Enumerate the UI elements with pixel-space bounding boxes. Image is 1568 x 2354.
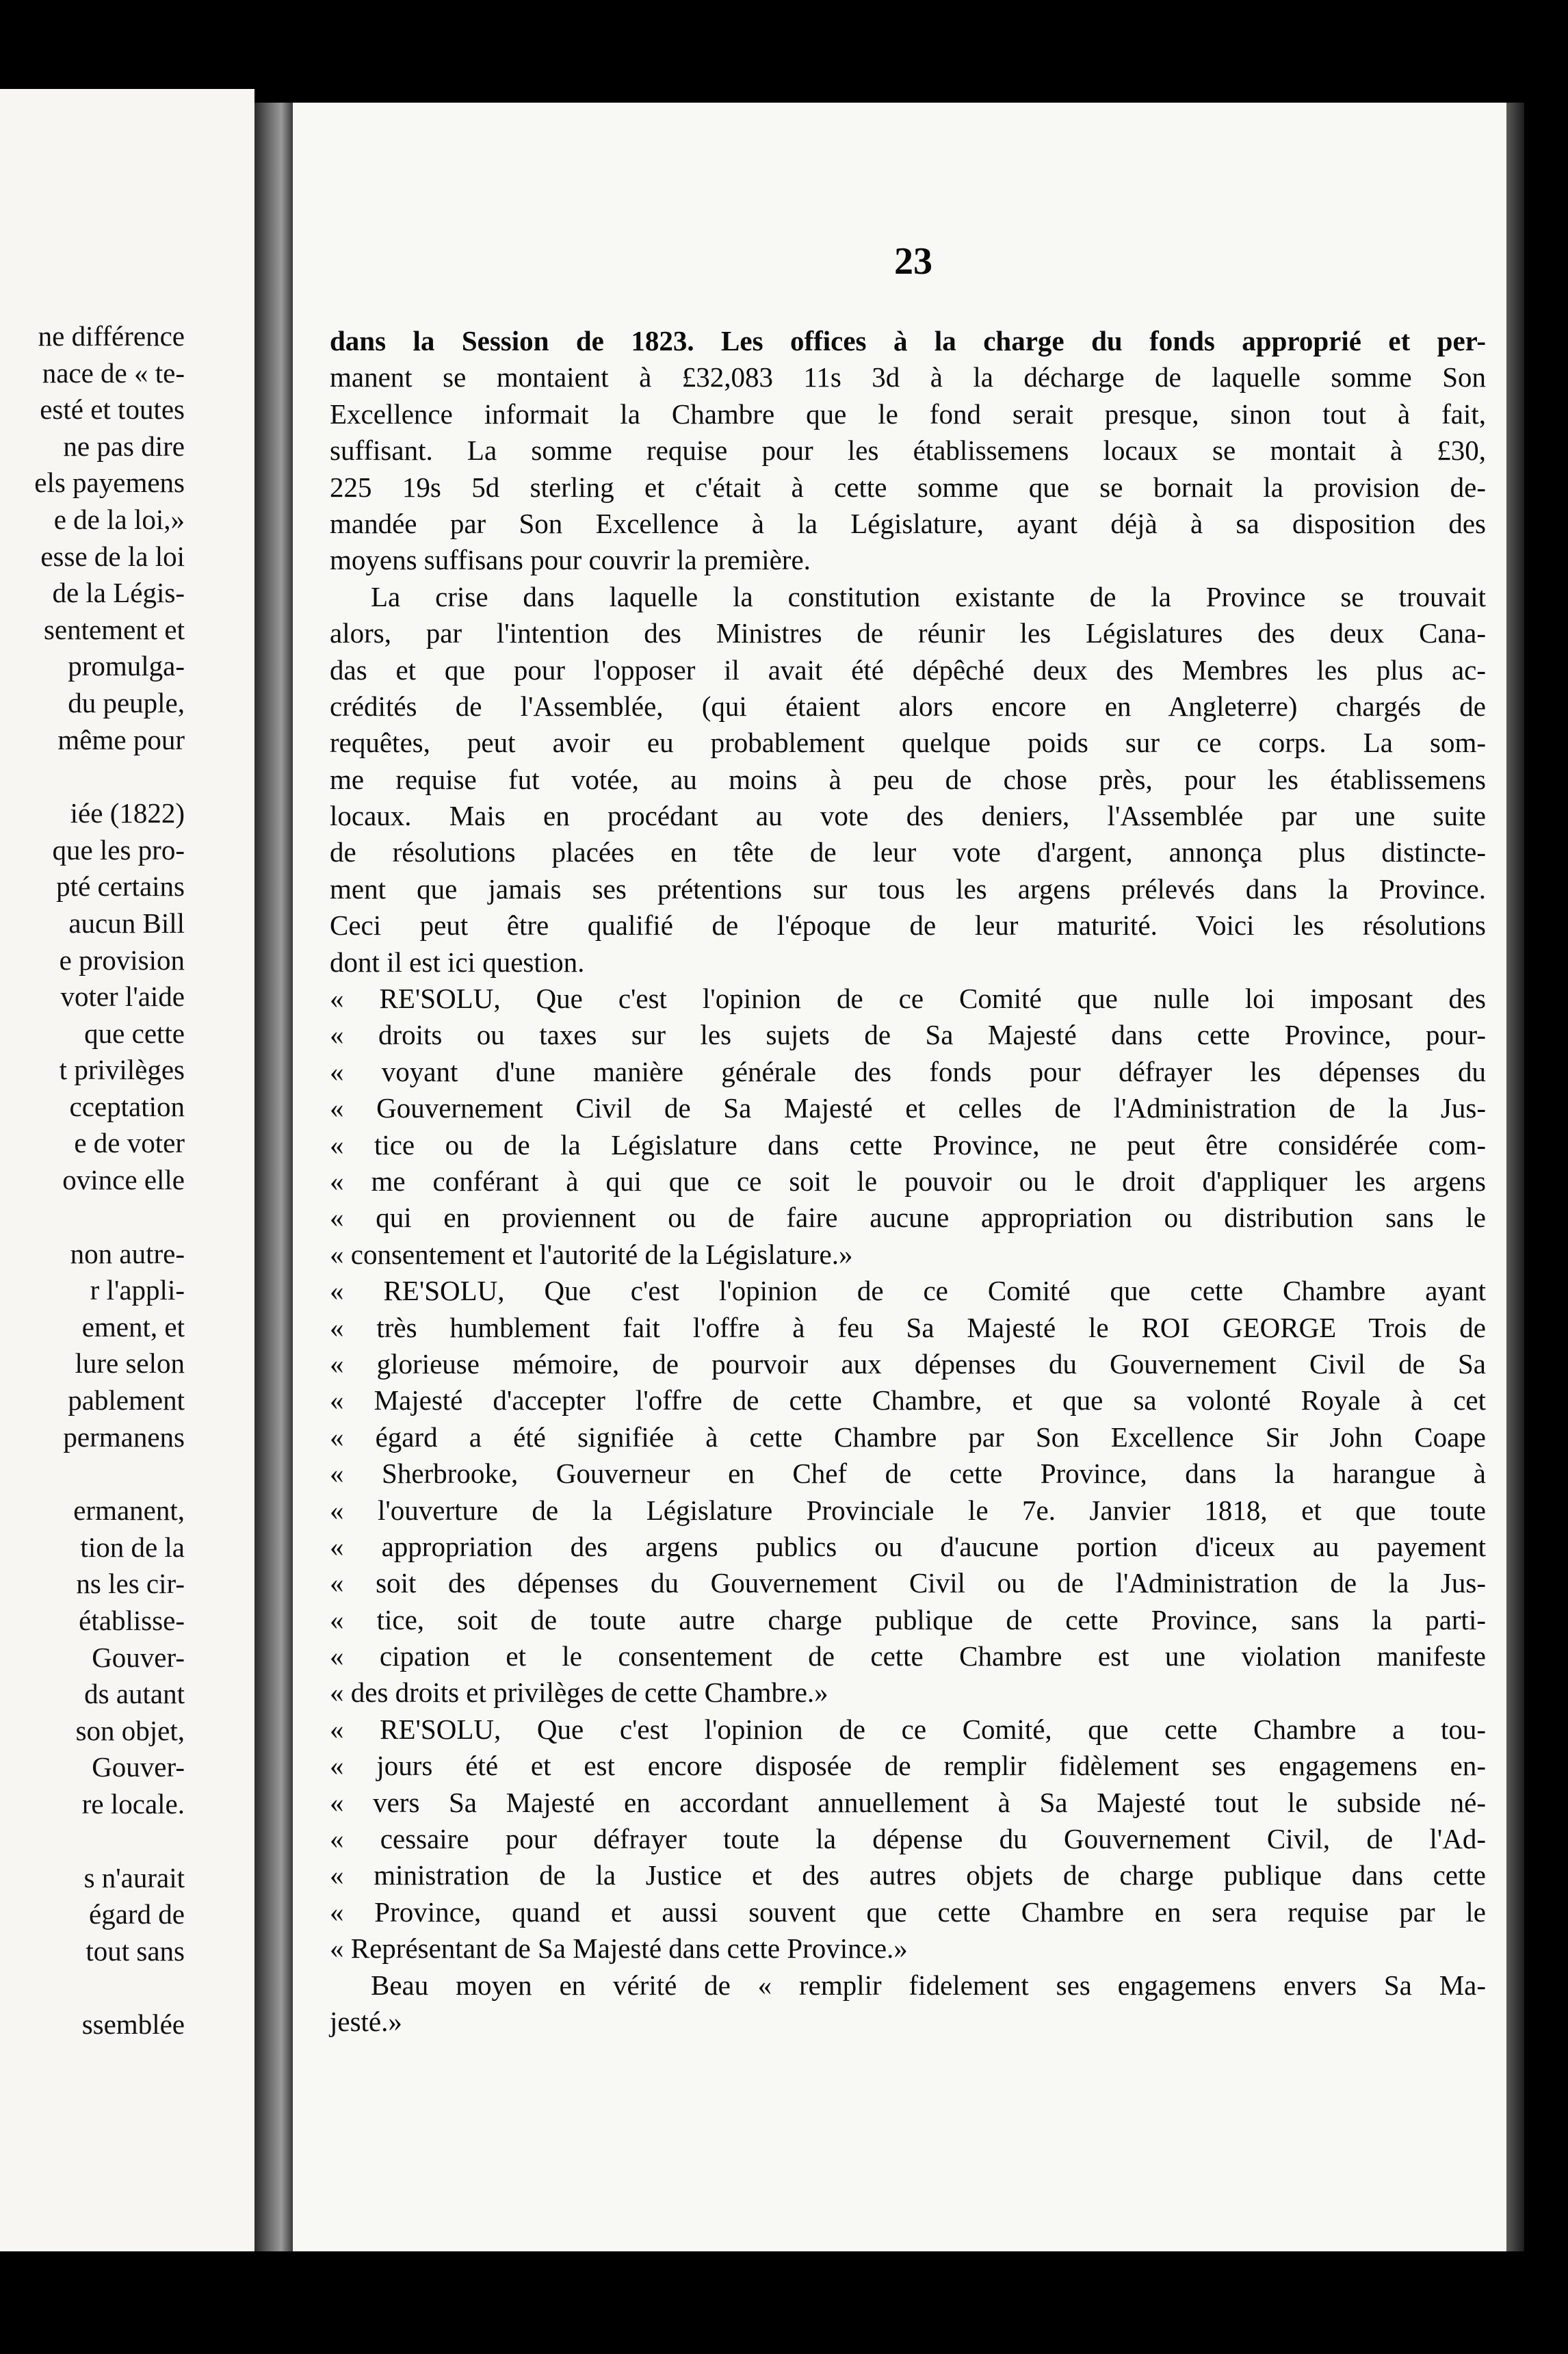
text-line: ovince elle xyxy=(62,1164,185,1196)
text-line: ermanent, xyxy=(73,1495,185,1527)
text-line: « RE'SOLU, Que c'est l'opinion de ce Comité, que cette Chambre a tou- xyxy=(330,1713,1486,1745)
text-line: dont il est ici question. xyxy=(330,946,585,978)
text-line: « me conférant à qui que ce soit le pouvoir ou le droit d'appliquer les argens xyxy=(330,1165,1486,1197)
text-line: me requise fut votée, au moins à peu de chose près, pour les établissemens xyxy=(330,763,1486,795)
text-line: Beau moyen en vérité de « remplir fidelement ses engagemens envers Sa Ma- xyxy=(371,1969,1486,2001)
text-line: « très humblement fait l'offre à feu Sa Majesté le ROI GEORGE Trois de xyxy=(330,1311,1486,1343)
line-gap xyxy=(5,1456,185,1492)
text-line: que les pro- xyxy=(52,833,185,866)
text-line: 225 19s 5d sterling et c'était à cette somme que se bornait la provision de- xyxy=(330,471,1486,503)
text-line: de la Légis- xyxy=(52,577,185,609)
text-line: « appropriation des argens publics ou d'aucune portion d'iceux au payement xyxy=(330,1530,1486,1562)
page-23 xyxy=(293,103,1506,2251)
page-gutter xyxy=(254,103,293,2251)
text-line: nace de « te- xyxy=(42,357,185,389)
text-line: « voyant d'une manière générale des fonds pour défrayer les dépenses du xyxy=(330,1055,1486,1087)
text-line: de résolutions placées en tête de leur vote d'argent, annonça plus distincte- xyxy=(330,836,1486,868)
previous-page-fragment xyxy=(0,89,254,2251)
text-line: « cessaire pour défrayer toute la dépense du Gouvernement Civil, de l'Ad- xyxy=(330,1823,1486,1855)
text-line: « consentement et l'autorité de la Législature.» xyxy=(330,1238,853,1270)
line-gap xyxy=(5,1199,185,1236)
text-line: pablement xyxy=(68,1384,185,1417)
text-line: « Province, quand et aussi souvent que cette Chambre en sera requise par le xyxy=(330,1896,1486,1928)
text-line: els payemens xyxy=(34,467,185,499)
text-line: re locale. xyxy=(81,1787,185,1820)
text-line: moyens suffisans pour couvrir la première. xyxy=(330,544,811,576)
text-line: locaux. Mais en procédant au vote des deniers, l'Assemblée par une suite xyxy=(330,800,1486,832)
text-line: e de voter xyxy=(74,1127,185,1159)
text-line: tout sans xyxy=(86,1935,185,1967)
text-line: « glorieuse mémoire, de pourvoir aux dépenses du Gouvernement Civil de Sa xyxy=(330,1347,1486,1380)
text-line: ement, et xyxy=(81,1310,185,1343)
text-line: que cette xyxy=(84,1017,185,1049)
text-line: même pour xyxy=(57,723,185,755)
text-line: « RE'SOLU, Que c'est l'opinion de ce Comité que nulle loi imposant des xyxy=(330,983,1486,1015)
text-line: cceptation xyxy=(69,1090,185,1122)
line-gap xyxy=(5,1823,185,1860)
text-line: e provision xyxy=(59,944,185,976)
text-line: jesté.» xyxy=(330,2005,402,2037)
text-line: « RE'SOLU, Que c'est l'opinion de ce Comité que cette Chambre ayant xyxy=(330,1275,1486,1307)
text-line: voter l'aide xyxy=(60,981,185,1013)
text-line: « jours été et est encore disposée de remplir fidèlement ses engagemens en- xyxy=(330,1750,1486,1782)
text-line: lure selon xyxy=(75,1347,185,1380)
text-line: « droits ou taxes sur les sujets de Sa Majesté dans cette Province, pour- xyxy=(330,1019,1486,1051)
text-line: sentement et xyxy=(43,613,185,645)
text-line: « égard a été signifiée à cette Chambre par Son Excellence Sir John Coape xyxy=(330,1421,1486,1453)
text-line: pté certains xyxy=(56,870,185,903)
text-line: tion de la xyxy=(80,1531,185,1563)
text-line: La crise dans laquelle la constitution existante de la Province se trouvait xyxy=(371,580,1486,612)
text-line: das et que pour l'opposer il avait été dépêché deux des Membres les plus ac- xyxy=(330,654,1486,686)
text-line: « Sherbrooke, Gouverneur en Chef de cette Province, dans la harangue à xyxy=(330,1458,1486,1490)
text-line: ds autant xyxy=(84,1678,185,1710)
text-line: iée (1822) xyxy=(70,797,185,829)
text-line: promulga- xyxy=(68,650,185,682)
text-line: Gouver- xyxy=(92,1641,185,1673)
text-line: ment que jamais ses prétentions sur tous les argens prélevés dans la Province. xyxy=(330,872,1486,905)
text-line: s n'aurait xyxy=(83,1861,185,1893)
text-line: « l'ouverture de la Législature Provinciale le 7e. Janvier 1818, et que toute xyxy=(330,1494,1486,1526)
page-body-text xyxy=(330,323,1486,2040)
text-line: ns les cir- xyxy=(76,1568,185,1600)
text-line: non autre- xyxy=(70,1237,185,1269)
text-line: établisse- xyxy=(79,1605,185,1636)
text-line: « qui en proviennent ou de faire aucune appropriation ou distribution sans le xyxy=(330,1202,1486,1234)
text-line: manent se montaient à £32,083 11s 3d à la décharge de laquelle somme Son xyxy=(330,361,1486,393)
text-line: « tice ou de la Législature dans cette Province, ne peut être considérée com- xyxy=(330,1128,1486,1161)
text-line: suffisant. La somme requise pour les établissemens locaux se montait à £30, xyxy=(330,435,1486,467)
page-edge xyxy=(1506,103,1524,2251)
text-line: « Représentant de Sa Majesté dans cette Province.» xyxy=(330,1932,908,1965)
line-gap xyxy=(5,1969,185,2006)
line-gap xyxy=(5,758,185,795)
text-line: e de la loi,» xyxy=(53,503,185,535)
text-line: Excellence informait la Chambre que le fond serait presque, sinon tout à fait, xyxy=(330,398,1486,430)
text-line: ne pas dire xyxy=(63,430,185,462)
text-line: « Majesté d'accepter l'offre de cette Chambre, et que sa volonté Royale à cet xyxy=(330,1384,1486,1417)
text-line: du peuple, xyxy=(68,686,185,719)
text-line: son objet, xyxy=(75,1714,185,1746)
text-line: « Gouvernement Civil de Sa Majesté et celles de l'Administration de la Jus- xyxy=(330,1092,1486,1124)
text-line: « tice, soit de toute autre charge publique de cette Province, sans la parti- xyxy=(330,1603,1486,1635)
text-line: « ministration de la Justice et des autres objets de charge publique dans cette xyxy=(330,1859,1486,1891)
text-line: esté et toutes xyxy=(40,393,185,426)
text-line: esse de la loi xyxy=(40,540,185,572)
text-line: « cipation et le consentement de cette Chambre est une violation manifeste xyxy=(330,1640,1486,1672)
text-line: ne différence xyxy=(38,320,185,352)
page-number: 23 xyxy=(894,240,932,283)
text-line: alors, par l'intention des Ministres de réunir les Législatures des deux Cana- xyxy=(330,617,1486,649)
text-line: « vers Sa Majesté en accordant annuellement à Sa Majesté tout le subside né- xyxy=(330,1786,1486,1818)
text-line: permanens xyxy=(63,1421,185,1453)
text-line: « soit des dépenses du Gouvernement Civil ou de l'Administration de la Jus- xyxy=(330,1567,1486,1599)
text-line: ssemblée xyxy=(81,2008,185,2041)
text-line: requêtes, peut avoir eu probablement quelque poids sur ce corps. La som- xyxy=(330,727,1486,759)
text-line: Ceci peut être qualifié de l'époque de leur maturité. Voici les résolutions xyxy=(330,909,1486,942)
text-line: mandée par Son Excellence à la Législature, ayant déjà à sa disposition des xyxy=(330,507,1486,539)
text-line: dans la Session de 1823. Les offices à la charge du fonds approprié et per- xyxy=(330,325,1486,357)
text-line: t privilèges xyxy=(59,1054,185,1086)
text-line: « des droits et privilèges de cette Chambre.» xyxy=(330,1677,828,1709)
text-line: aucun Bill xyxy=(68,907,185,939)
text-line: égard de xyxy=(89,1898,185,1930)
text-line: crédités de l'Assemblée, (qui étaient alors encore en Angleterre) chargés de xyxy=(330,690,1486,722)
previous-page-text xyxy=(5,318,185,2043)
text-line: r l'appli- xyxy=(90,1274,185,1306)
text-line: Gouver- xyxy=(92,1751,185,1783)
